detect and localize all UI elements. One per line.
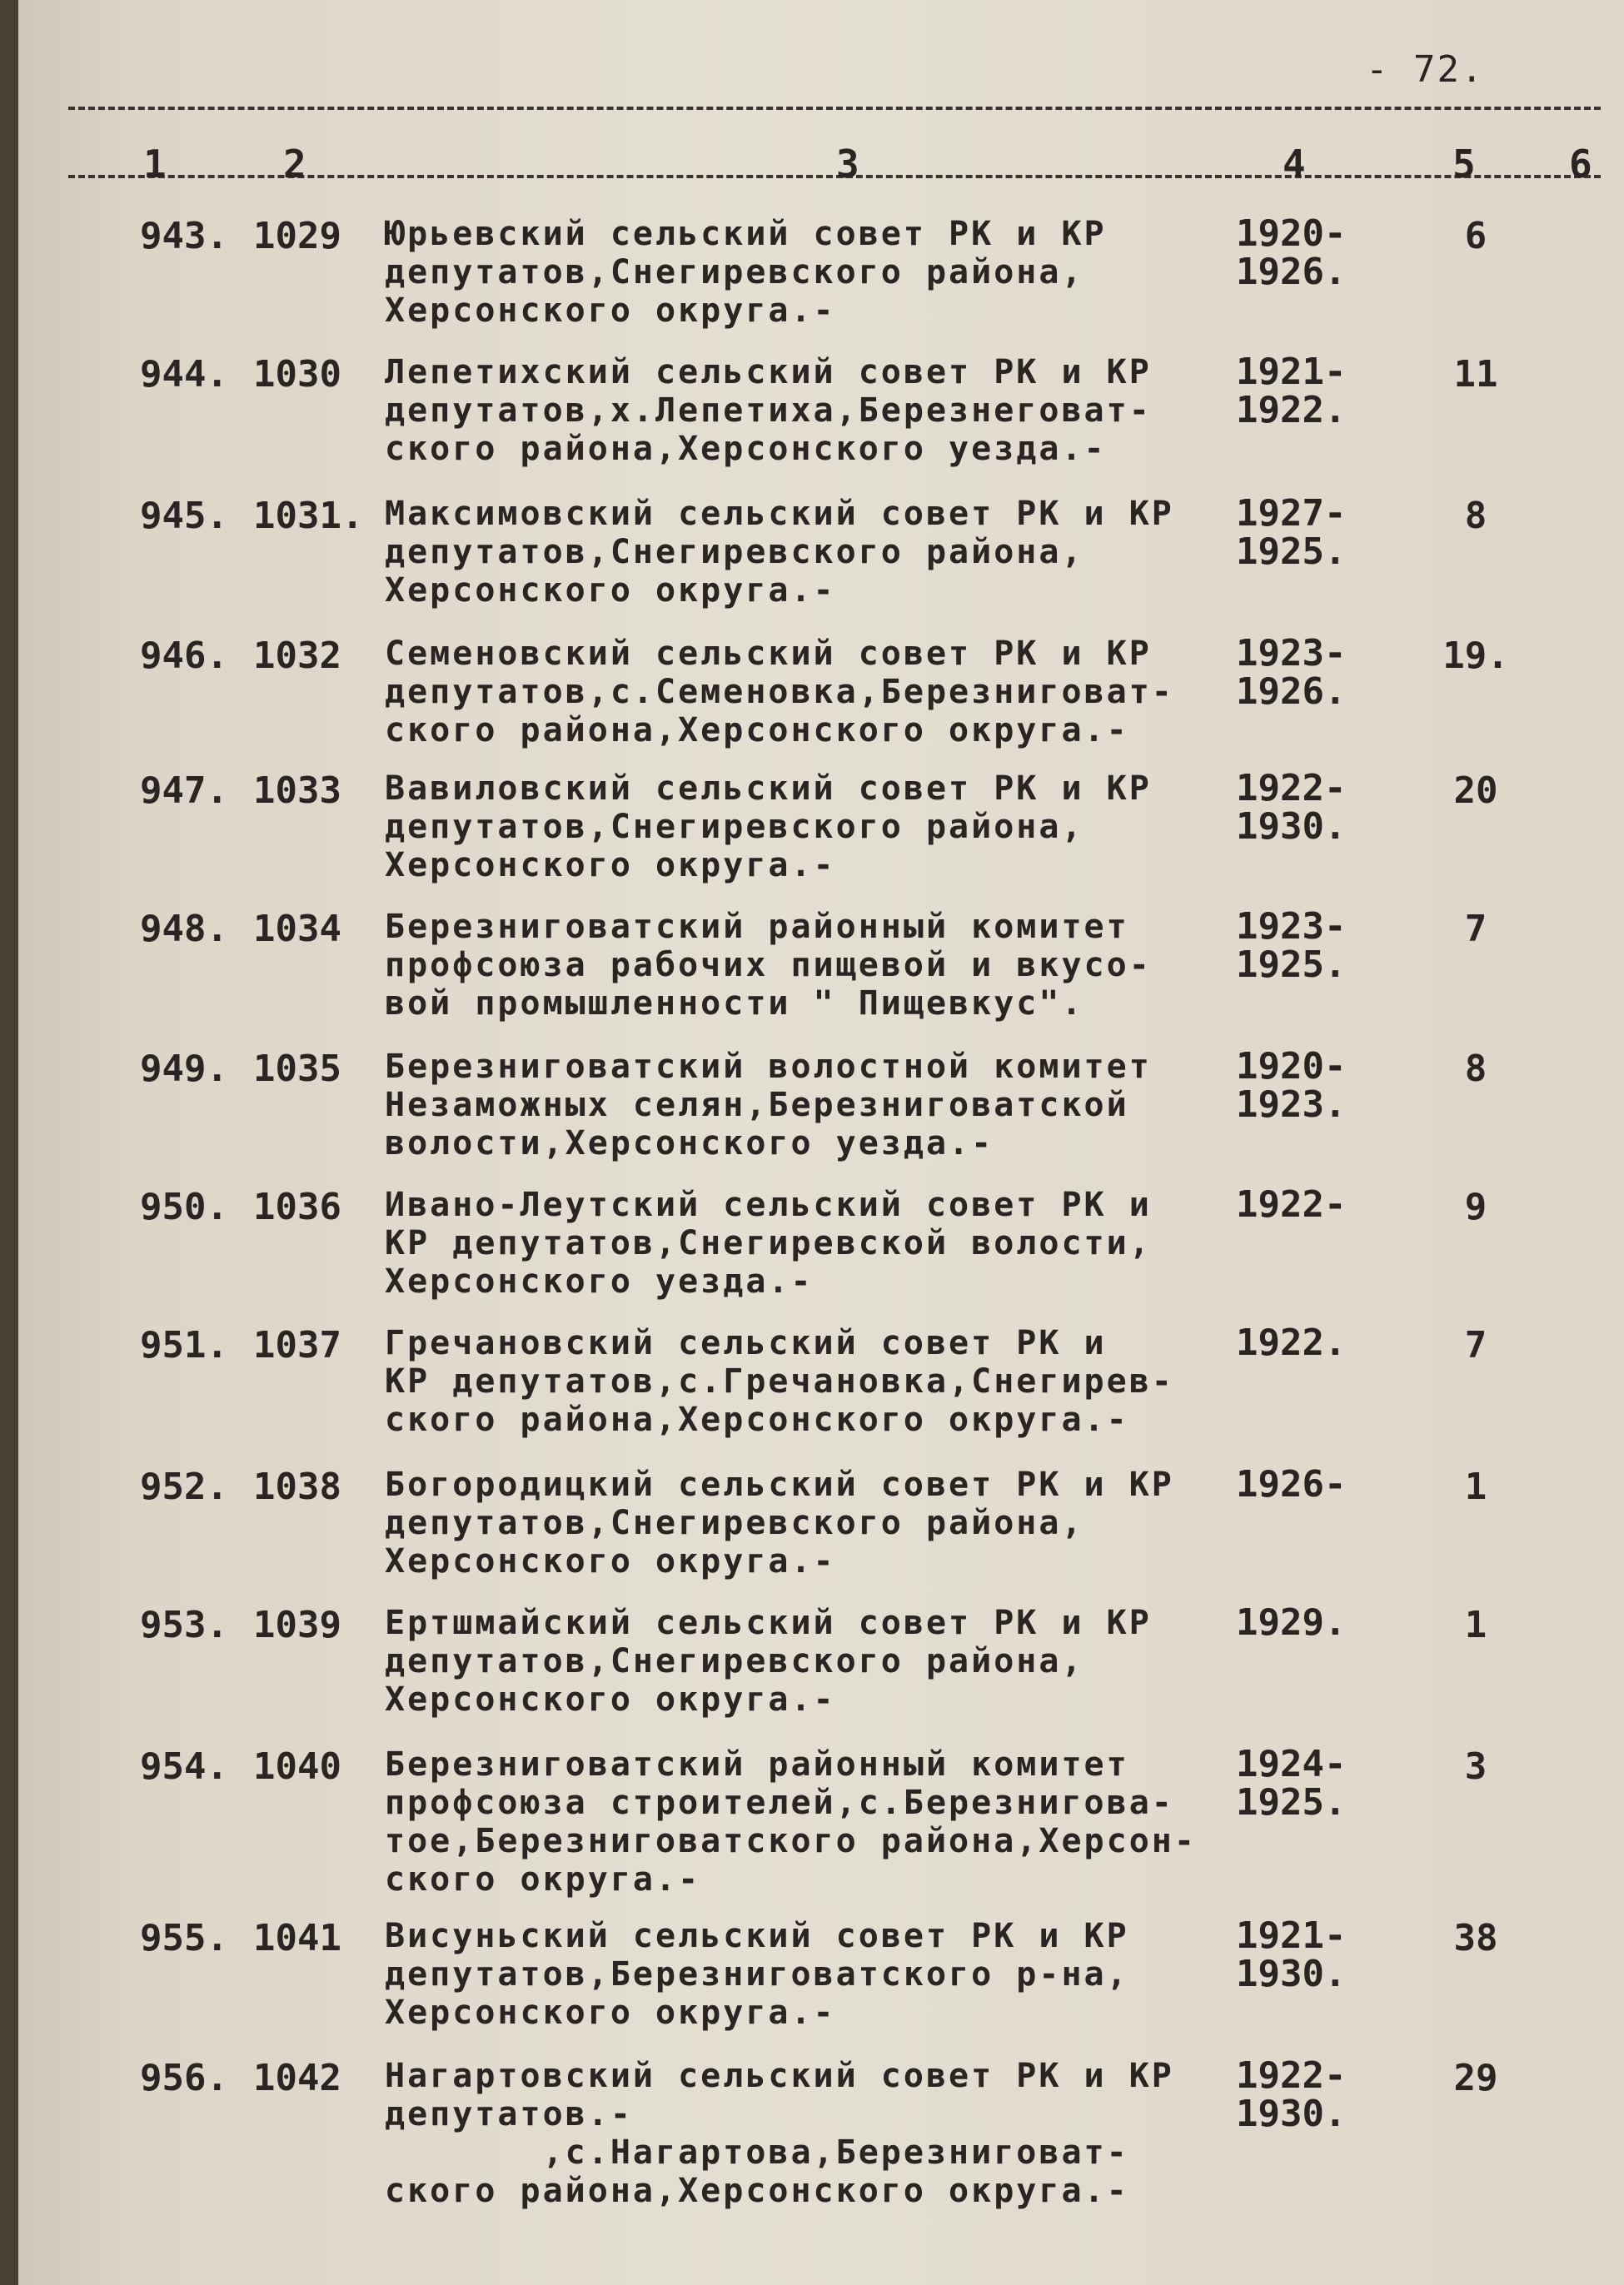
entry-code: 1042 [253,2057,341,2099]
entry-years: 1920- 1923. [1236,1045,1347,1126]
entry-description: Ивано-Леутский сельский совет РК и КР депутатов,Снегиревской волости, Херсонского уезда.- [385,1186,1152,1301]
column-header-4: 4 [1283,142,1306,187]
entry-number: 955. [140,1917,228,1959]
entry-description: Березниговатский районный комитет профсоюза рабочих пищевой и вкусо- вой промышленности " Пищевкус". [385,908,1152,1023]
entry-number: 948. [140,908,228,950]
entry-number: 949. [140,1048,228,1090]
entry-count: 1 [1464,1604,1487,1646]
entry-code: 1035 [253,1048,341,1090]
entry-description: Максимовский сельский совет РК и КР депутатов,Снегиревского района, Херсонского округа.- [385,495,1174,610]
entry-description: Вавиловский сельский совет РК и КР депутатов,Снегиревского района, Херсонского округа.- [385,769,1152,884]
entry-code: 1038 [253,1466,341,1508]
entry-years: 1927- 1925. [1236,492,1347,573]
archive-page [18,0,1624,2285]
entry-number: 945. [140,495,228,537]
entry-description: Ертшмайский сельский совет РК и КР депутатов,Снегиревского района, Херсонского округа.- [385,1604,1152,1719]
column-header-6: 6 [1569,142,1592,187]
entry-years: 1922- 1930. [1236,767,1347,848]
entry-count: 7 [1464,1324,1487,1367]
entry-count: 7 [1464,908,1487,950]
entry-years: 1922- 1930. [1236,2054,1347,2135]
entry-years: 1924- 1925. [1236,1743,1347,1824]
entry-count: 3 [1464,1745,1487,1788]
entry-description: Лепетихский сельский совет РК и КР депутатов,х.Лепетиха,Березнеговат- ского района,Херсонского уезда.- [385,353,1152,468]
entry-code: 1031. [253,495,364,537]
entry-code: 1037 [253,1324,341,1367]
entry-code: 1033 [253,769,341,812]
entry-count: 38 [1453,1917,1498,1959]
column-header-2: 2 [283,142,306,187]
entry-number: 952. [140,1466,228,1508]
entry-number: 944. [140,353,228,396]
entry-code: 1030 [253,353,341,396]
entry-description: Гречановский сельский совет РК и КР депутатов,с.Гречановка,Снегирев- ского района,Херсонского округа.- [385,1324,1174,1439]
page-number: - 72. [1366,48,1485,91]
entry-code: 1029 [253,215,341,257]
entry-years: 1922- [1236,1183,1347,1226]
entry-years: 1923- 1926. [1236,632,1347,713]
entry-years: 1929. [1236,1601,1347,1644]
entry-description: Юрьевский сельский совет РК и КР депутатов,Снегиревского района, Херсонского округа.- [385,215,1107,330]
entry-years: 1926- [1236,1463,1347,1506]
entry-count: 6 [1464,215,1487,257]
entry-description: Березниговатский районный комитет профсоюза строителей,с.Березнигова- тое,Березниговатского района,Херсон- ского округа.- [385,1745,1197,1899]
entry-count: 9 [1464,1186,1487,1228]
column-header-5: 5 [1452,142,1476,187]
column-header-3: 3 [836,142,859,187]
entry-count: 1 [1464,1466,1487,1508]
column-header-1: 1 [143,142,167,187]
entry-code: 1040 [253,1745,341,1788]
entry-count: 11 [1453,353,1498,396]
entry-description: Семеновский сельский совет РК и КР депутатов,с.Семеновка,Березниговат- ского района,Херсонского округа.- [385,635,1174,749]
entry-number: 953. [140,1604,228,1646]
entry-years: 1921- 1930. [1236,1914,1347,1995]
entry-description: Богородицкий сельский совет РК и КР депутатов,Снегиревского района, Херсонского округа.- [385,1466,1174,1581]
entry-code: 1041 [253,1917,341,1959]
entry-years: 1922. [1236,1322,1347,1364]
entry-number: 951. [140,1324,228,1367]
entry-years: 1920- 1926. [1236,212,1347,293]
entry-years: 1923- 1925. [1236,905,1347,986]
top-divider [68,107,1601,110]
entry-number: 954. [140,1745,228,1788]
entry-count: 8 [1464,495,1487,537]
entry-code: 1032 [253,635,341,677]
entry-description: Висуньский сельский совет РК и КР депутатов,Березниговатского р-на, Херсонского округа.- [385,1917,1129,2032]
entry-count: 8 [1464,1048,1487,1090]
entry-code: 1036 [253,1186,341,1228]
entry-count: 19. [1442,635,1509,677]
entry-years: 1921- 1922. [1236,351,1347,431]
entry-number: 943. [140,215,228,257]
entry-number: 946. [140,635,228,677]
entry-description: Березниговатский волостной комитет Незаможных селян,Березниговатской волости,Херсонского уезда.- [385,1048,1152,1162]
entry-count: 29 [1453,2057,1498,2099]
entry-number: 950. [140,1186,228,1228]
entry-code: 1034 [253,908,341,950]
entry-count: 20 [1453,769,1498,812]
entry-description: Нагартовский сельский совет РК и КР депутатов.- ,с.Нагартова,Березниговат- ского района,Херсонского округа.- [385,2057,1174,2210]
entry-number: 956. [140,2057,228,2099]
entry-code: 1039 [253,1604,341,1646]
entry-number: 947. [140,769,228,812]
